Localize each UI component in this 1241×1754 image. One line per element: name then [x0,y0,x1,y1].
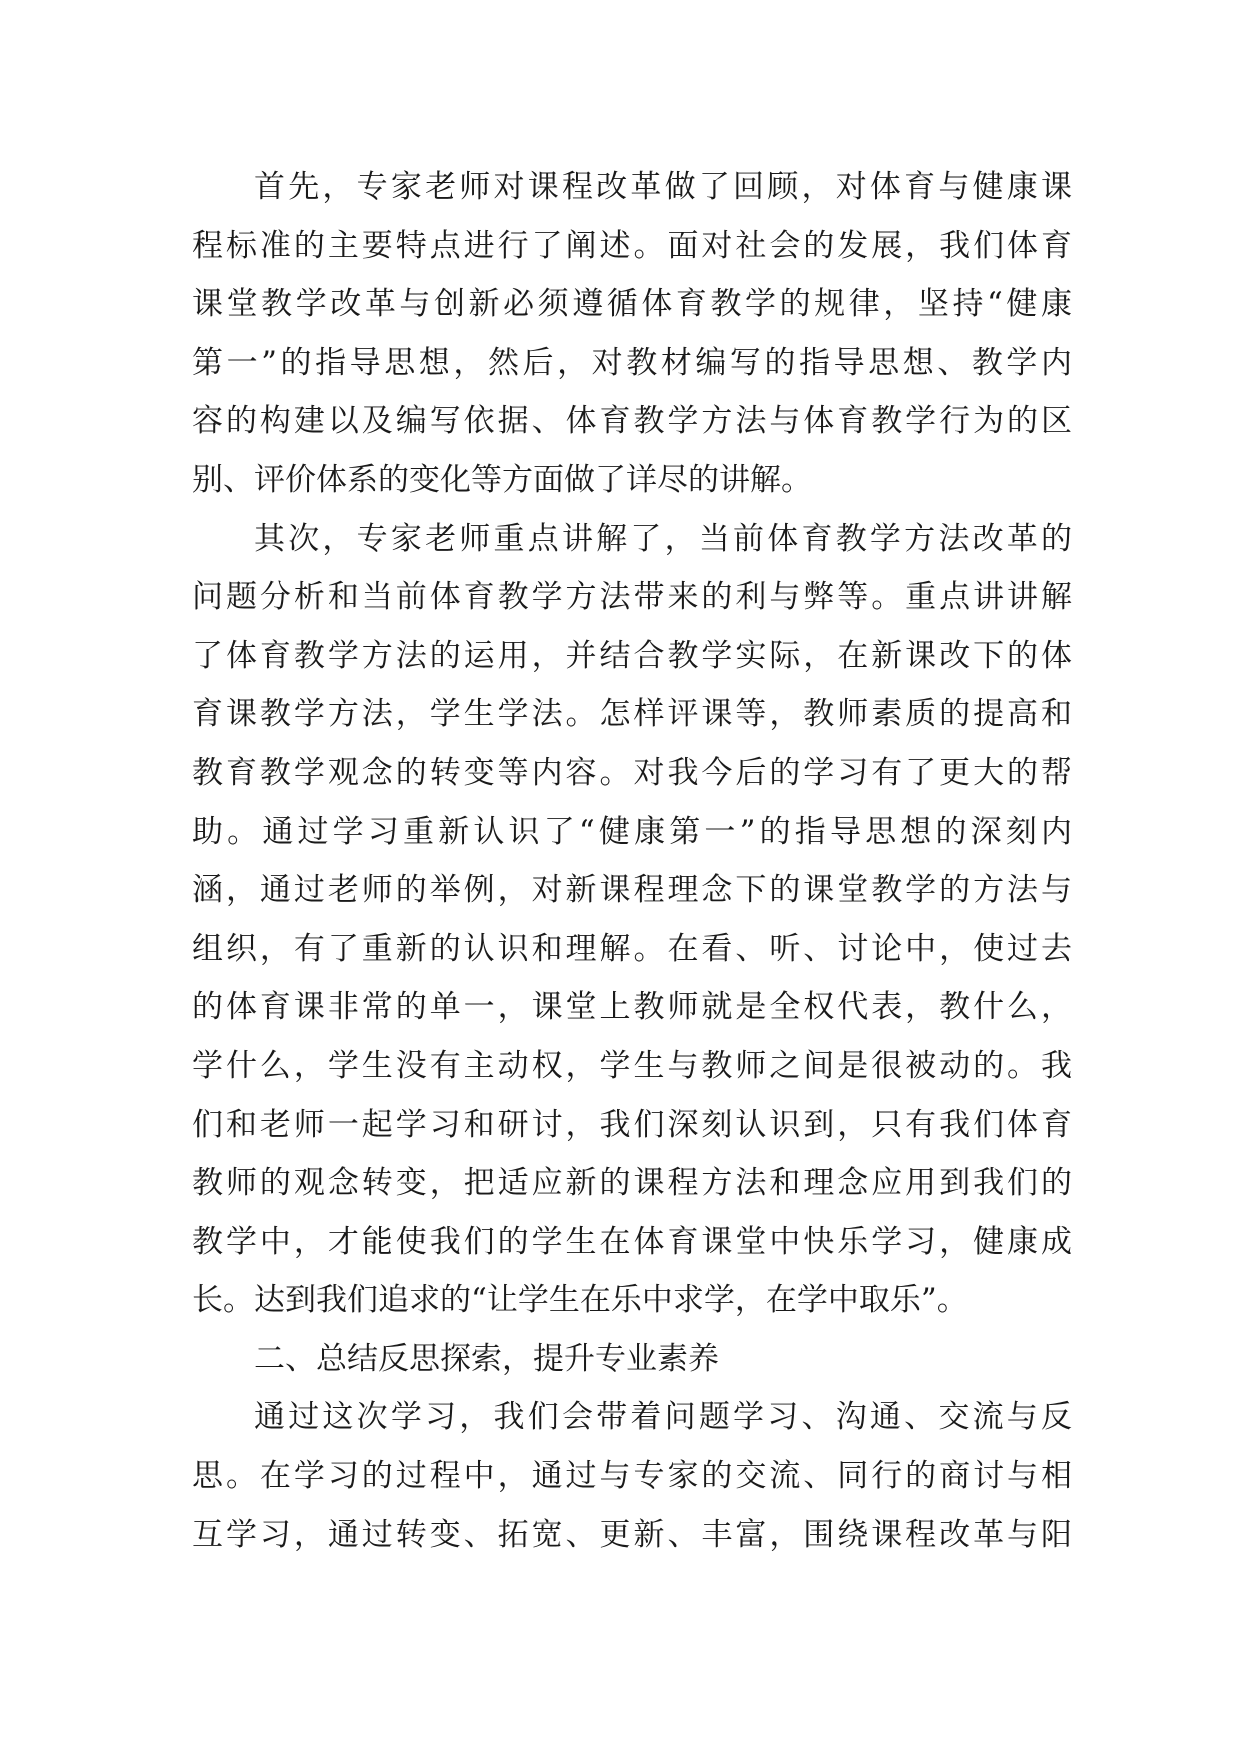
paragraph-line: 互学习，通过转变、拓宽、更新、丰富，围绕课程改革与阳 [192,1516,1072,1553]
paragraph-line: 了体育教学方法的运用，并结合教学实际，在新课改下的体 [192,637,1072,674]
paragraph-line: 第一”的指导思想，然后，对教材编写的指导思想、教学内 [192,344,1072,381]
paragraph-line: 组织，有了重新的认识和理解。在看、听、讨论中，使过去 [192,930,1072,967]
paragraph-line: 涵，通过老师的举例，对新课程理念下的课堂教学的方法与 [192,872,1072,909]
paragraph-line: 容的构建以及编写依据、体育教学方法与体育教学行为的区 [192,403,1072,440]
paragraph-line: 课堂教学改革与创新必须遵循体育教学的规律，坚持“健康 [192,286,1072,323]
paragraph-line: 育课教学方法，学生学法。怎样评课等，教师素质的提高和 [192,696,1072,733]
paragraph-line: 思。在学习的过程中，通过与专家的交流、同行的商讨与相 [192,1458,1072,1495]
paragraph-line: 问题分析和当前体育教学方法带来的利与弊等。重点讲讲解 [192,579,1072,616]
section-heading: 二、总结反思探索，提升专业素养 [254,1340,719,1377]
paragraph-line: 首先，专家老师对课程改革做了回顾，对体育与健康课 [254,169,1072,205]
paragraph-line: 的体育课非常的单一，课堂上教师就是全权代表，教什么， [192,989,1072,1026]
paragraph-line: 学什么，学生没有主动权，学生与教师之间是很被动的。我 [192,1047,1072,1084]
paragraph-line: 教师的观念转变，把适应新的课程方法和理念应用到我们的 [192,1165,1072,1202]
document-body [192,158,1072,1564]
paragraph-line: 长。达到我们追求的“让学生在乐中求学，在学中取乐”。 [192,1282,968,1319]
paragraph-line: 教学中，才能使我们的学生在体育课堂中快乐学习，健康成 [192,1223,1072,1260]
paragraph-line: 助。通过学习重新认识了“健康第一”的指导思想的深刻内 [192,813,1072,850]
paragraph-line: 程标准的主要特点进行了阐述。面对社会的发展，我们体育 [192,227,1072,264]
paragraph-line: 别、评价体系的变化等方面做了详尽的讲解。 [192,461,812,498]
paragraph-line: 教育教学观念的转变等内容。对我今后的学习有了更大的帮 [192,754,1072,791]
paragraph-line: 通过这次学习，我们会带着问题学习、沟通、交流与反 [254,1399,1072,1436]
paragraph-line: 们和老师一起学习和研讨，我们深刻认识到，只有我们体育 [192,1106,1072,1143]
paragraph-line: 其次，专家老师重点讲解了，当前体育教学方法改革的 [254,520,1072,557]
